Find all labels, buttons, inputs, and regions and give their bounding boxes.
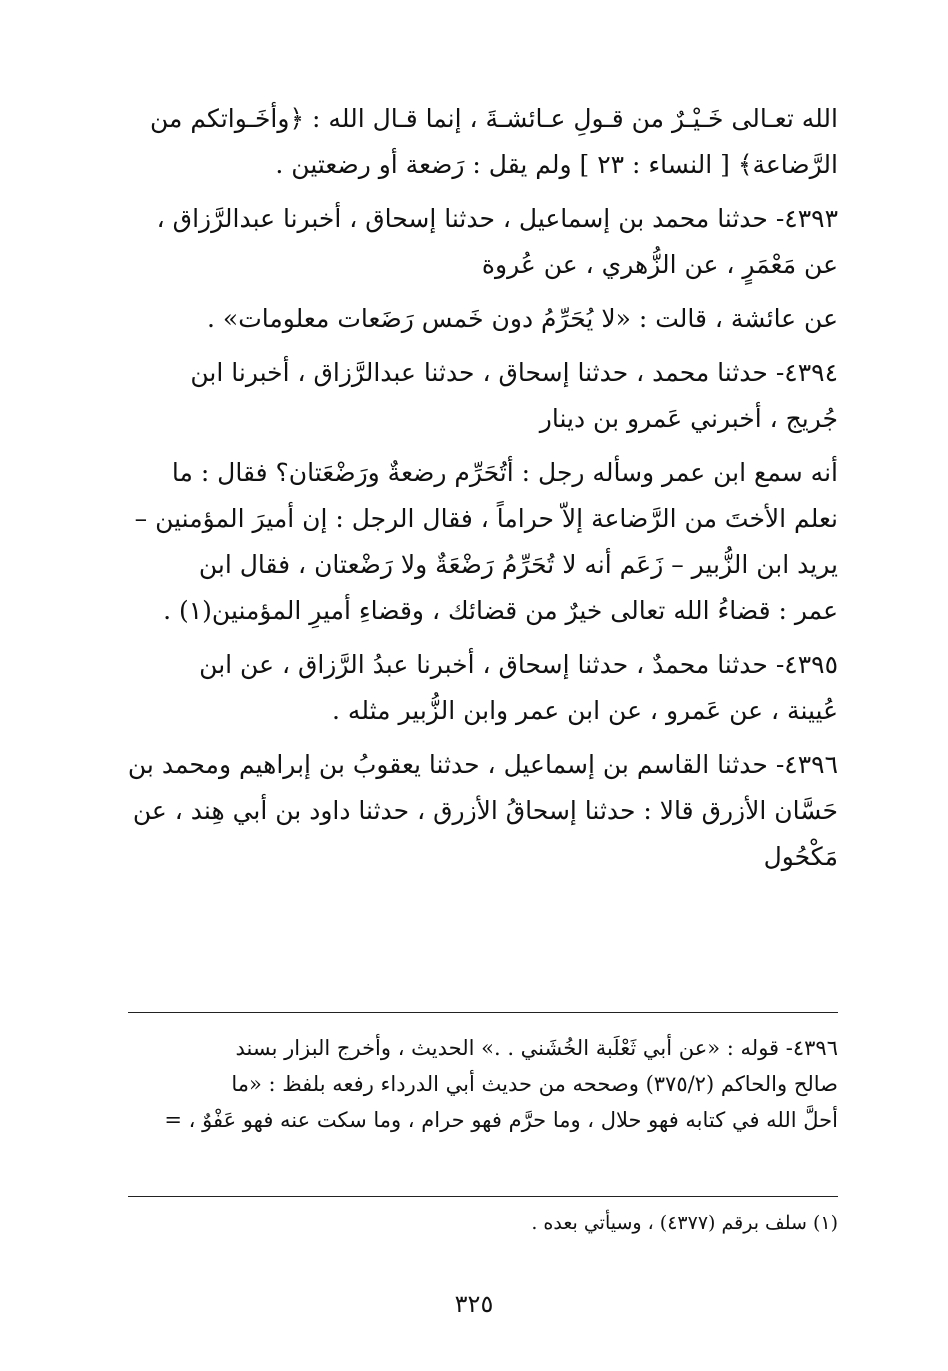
text-line: أنه سمع ابن عمر وسأله رجل : أتُحَرِّم رضعةٌ ورَضْعَتان؟ فقال : ما — [171, 458, 838, 487]
hadith-4395 — [128, 642, 838, 734]
hadith-4394 — [128, 350, 838, 442]
main-text — [128, 96, 838, 888]
hadith-4393-matn — [128, 296, 838, 342]
text-line: ٤٣٩٥- حدثنا محمدٌ ، حدثنا إسحاق ، أخبرنا عبدُ الرَّزاق ، عن ابن — [199, 650, 838, 679]
note-line: صالح والحاكم (٣٧٥/٢) وصححه من حديث أبي الدرداء رفعه بلفظ : «ما — [231, 1072, 838, 1096]
text-line: ٤٣٩٦- حدثنا القاسم بن إسماعيل ، حدثنا يعقوبُ بن إبراهيم ومحمد بن — [128, 750, 838, 779]
text-line: ٤٣٩٣- حدثنا محمد بن إسماعيل ، حدثنا إسحاق ، أخبرنا عبدالرَّزاق ، — [156, 204, 838, 233]
text-line: عن مَعْمَرٍ ، عن الزُّهري ، عن عُروة — [481, 250, 838, 279]
text-line: عن عائشة ، قالت : «لا يُحَرِّمُ دون خَمس رَضَعات معلومات» . — [207, 304, 838, 333]
note-line: أحلَّ الله في كتابه فهو حلال ، وما حرَّم فهو حرام ، وما سكت عنه فهو عَفْوٌ ، = — [164, 1108, 838, 1132]
page-number: ٣٢٥ — [454, 1290, 494, 1318]
commentary-notes — [128, 1030, 838, 1138]
text-line: الرَّضاعة﴾ [ النساء : ٢٣ ] ولم يقل : رَضعة أو رضعتين . — [275, 150, 838, 179]
text-line: عمر : قضاءُ الله تعالى خيرٌ من قضائك ، وقضاءِ أميرِ المؤمنين(١) . — [163, 596, 838, 625]
hadith-4393 — [128, 196, 838, 288]
text-line: جُريج ، أخبرني عَمرو بن دينار — [539, 404, 838, 433]
footnote: (١) سلف برقم (٤٣٧٧) ، وسيأتي بعده . — [531, 1212, 838, 1234]
text-line: ٤٣٩٤- حدثنا محمد ، حدثنا إسحاق ، حدثنا عبدالرَّزاق ، أخبرنا ابن — [190, 358, 838, 387]
footnote-divider — [128, 1196, 838, 1197]
hadith-4396 — [128, 742, 838, 880]
text-line: نعلم الأختَ من الرَّضاعة إلاّ حراماً ، فقال الرجل : إن أميرَ المؤمنين – — [134, 504, 838, 533]
text-line: الله تعـالى خَـيْـرٌ من قـولِ عـائشـةَ ، إنما قـال الله : ﴿وأخَـواتكم من — [150, 104, 838, 133]
text-line: حَسَّان الأزرق قالا : حدثنا إسحاقُ الأزرق ، حدثنا داود بن أبي هِند ، عن — [132, 796, 838, 825]
text-line: مَكْحُول — [763, 842, 838, 871]
text-line: يريد ابن الزُّبير – زَعَم أنه لا تُحَرِّمُ رَضْعَةٌ ولا رَضْعتان ، فقال ابن — [198, 550, 838, 579]
note-line: ٤٣٩٦- قوله : «عن أبي ثَعْلَبة الخُشَني . .» الحديث ، وأخرج البزار بسند — [235, 1036, 838, 1060]
notes-divider — [128, 1012, 838, 1013]
text-line: عُيينة ، عن عَمرو ، عن ابن عمر وابن الزُّبير مثله . — [332, 696, 838, 725]
hadith-4394-matn — [128, 450, 838, 634]
paragraph-1 — [128, 96, 838, 188]
